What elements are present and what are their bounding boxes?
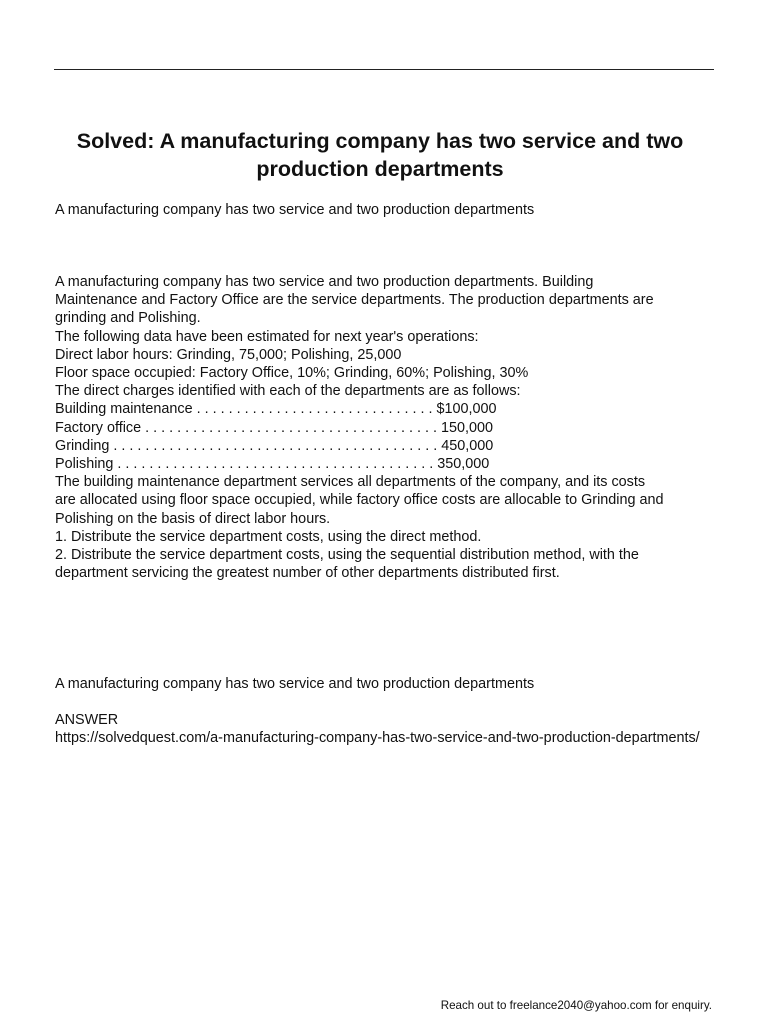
body-line: The following data have been estimated for next year's operations: — [55, 328, 479, 345]
body-line: department servicing the greatest number of other departments distributed first. — [55, 565, 560, 582]
building-maintenance-charge-line: Building maintenance . . . . . . . . . . . . . . . . . . . . . . . . . . . . . . $100,000 — [55, 401, 497, 418]
question-item-2: 2. Distribute the service department costs, using the sequential distribution method, with the — [55, 547, 639, 564]
body-line: The direct charges identified with each of the departments are as follows: — [55, 383, 521, 400]
page-subtitle: A manufacturing company has two service and two production departments — [55, 202, 535, 218]
body-line: Polishing on the basis of direct labor hours. — [55, 510, 331, 527]
answer-link[interactable]: https://solvedquest.com/a-manufacturing-company-has-two-service-and-two-production-departments/ — [55, 730, 700, 747]
header-rule — [54, 69, 714, 70]
question-item-1: 1. Distribute the service department costs, using the direct method. — [55, 528, 482, 545]
body-line: are allocated using floor space occupied, while factory office costs are allocable to Grinding and — [55, 492, 664, 509]
body-line: The building maintenance department services all departments of the company, and its costs — [55, 474, 646, 491]
question-summary: A manufacturing company has two service and two production departments — [55, 676, 535, 692]
body-line: Maintenance and Factory Office are the service departments. The production departments are — [55, 292, 654, 309]
question-body — [55, 273, 720, 582]
floor-space-line: Floor space occupied: Factory Office, 10%; Grinding, 60%; Polishing, 30% — [55, 365, 529, 382]
answer-label: ANSWER — [55, 712, 119, 728]
body-line: grinding and Polishing. — [55, 310, 201, 327]
answer-section — [55, 711, 715, 747]
body-line: A manufacturing company has two service and two production departments. Building — [55, 274, 594, 290]
polishing-charge-line: Polishing . . . . . . . . . . . . . . . . . . . . . . . . . . . . . . . . . . . . . . . . 350,000 — [55, 456, 490, 473]
direct-labor-hours-line: Direct labor hours: Grinding, 75,000; Polishing, 25,000 — [55, 346, 402, 363]
page-title: Solved: A manufacturing company has two service and two production departments — [76, 129, 684, 181]
footer-contact: Reach out to freelance2040@yahoo.com for enquiry. — [440, 999, 712, 1012]
grinding-charge-line: Grinding . . . . . . . . . . . . . . . . . . . . . . . . . . . . . . . . . . . . . . . . . 450,000 — [55, 437, 494, 454]
factory-office-charge-line: Factory office . . . . . . . . . . . . . . . . . . . . . . . . . . . . . . . . . . . . . 150,000 — [55, 419, 493, 436]
